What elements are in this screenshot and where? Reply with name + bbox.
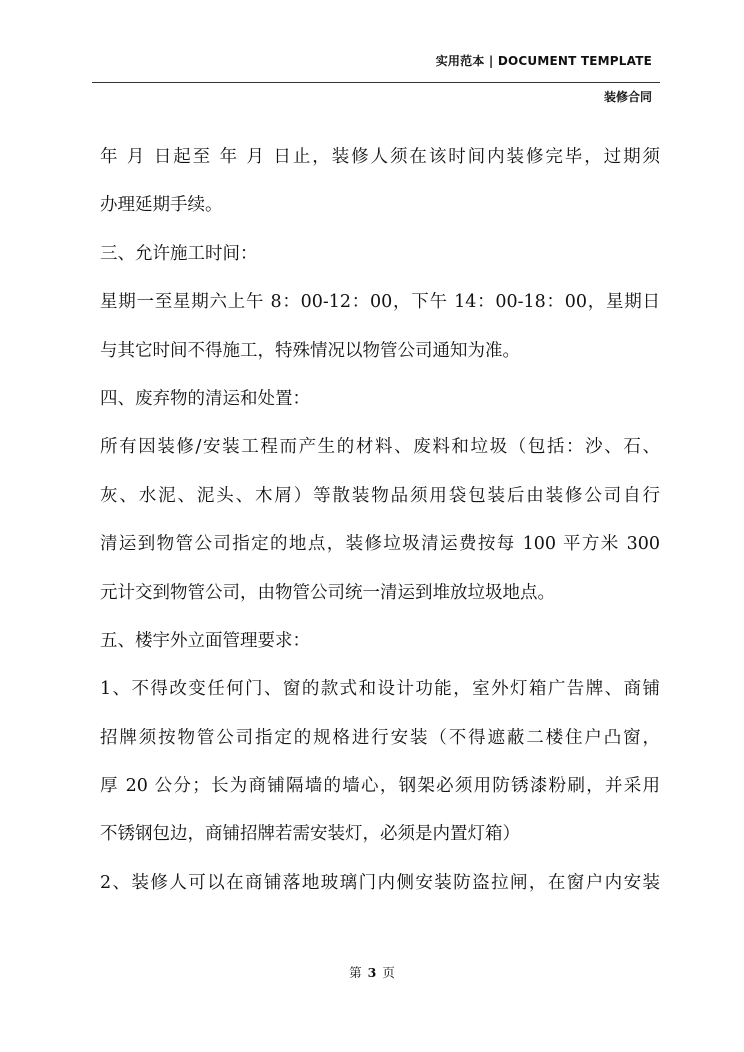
contract-body [100,137,660,911]
body-line: 招牌须按物管公司指定的规格进行安装（不得遮蔽二楼住户凸窗， [100,727,660,748]
page-prefix: 第 [349,965,362,980]
body-line: 灰、水泥、泥头、木屑）等散装物品须用袋包装后由装修公司自行 [100,485,660,506]
body-line: 厚 20 公分；长为商铺隔墙的墙心，钢架必须用防锈漆粉刷，并采用 [100,776,660,797]
section-heading: 四、废弃物的清运和处置： [100,388,310,409]
body-line: 不锈钢包边，商铺招牌若需安装灯，必须是内置灯箱） [100,824,520,845]
body-line: 元计交到物管公司，由物管公司统一清运到堆放垃圾地点。 [100,582,555,603]
page-suffix: 页 [382,965,395,980]
body-line: 所有因装修/安装工程而产生的材料、废料和垃圾（包括：沙、石、 [100,437,660,458]
body-line: 2、装修人可以在商铺落地玻璃门内侧安装防盗拉闸，在窗户内安装 [100,872,660,893]
body-line: 与其它时间不得施工，特殊情况以物管公司通知为准。 [100,340,520,361]
body-line: 星期一至星期六上午 8：00-12：00，下午 14：00-18：00，星期日 [100,292,660,313]
section-heading: 三、允许施工时间： [100,243,258,264]
body-line: 办理延期手续。 [100,195,223,216]
document-template-header: 实用范本 | DOCUMENT TEMPLATE [435,54,652,68]
document-title-header: 装修合同 [603,90,652,104]
body-line: 清运到物管公司指定的地点，装修垃圾清运费按每 100 平方米 300 [100,534,660,555]
header-divider [92,82,660,83]
section-heading: 五、楼宇外立面管理要求： [100,630,310,651]
body-line: 1、不得改变任何门、窗的款式和设计功能，室外灯箱广告牌、商铺 [100,679,660,700]
page-footer [0,963,744,981]
page-number: 3 [367,965,377,980]
body-line: 年 月 日起至 年 月 日止，装修人须在该时间内装修完毕，过期须 [100,147,660,167]
